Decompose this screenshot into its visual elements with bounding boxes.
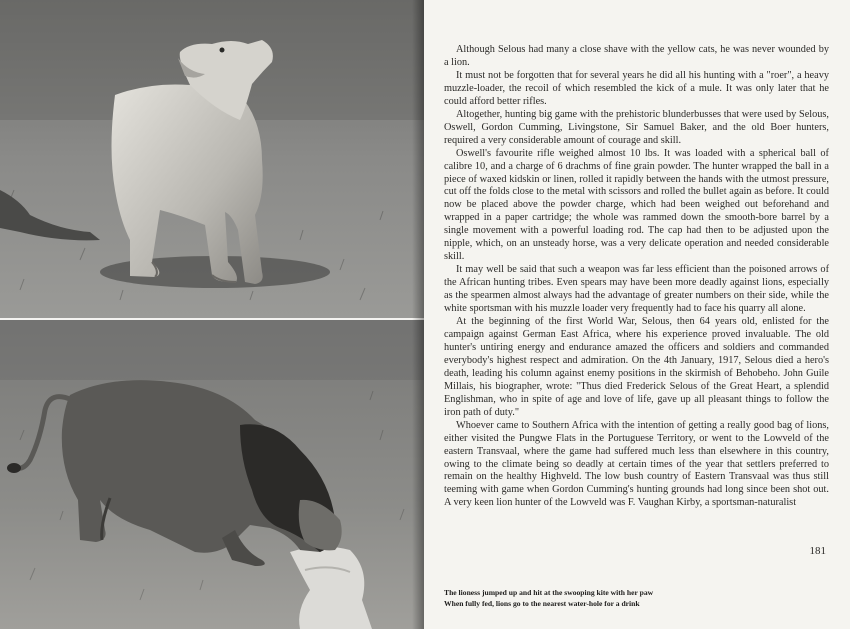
paragraph: Although Selous had many a close shave with the yellow cats, he was never wounded by a lion.	[444, 44, 829, 68]
paragraph: At the beginning of the first World War, Selous, then 64 years old, enlisted for the campaign against German East Africa, where his experience proved invaluable. The old hunter's untiring energy and endurance amazed the officers and soldiers and commanded everybody's highest respect and admiration. On the 4th January, 1917, Selous died a hero's death, leading his column against enemy positions in the skirmish of Behobeho. John Guile Millais, his biographer, wrote: "Thus died Frederick Selous of the Great Heart, a splendid Englishman, who in spite of age and love of life, gave up all pleasant things to follow the iron path of duty."	[444, 316, 829, 418]
body-text	[444, 44, 829, 510]
photo-lioness	[0, 0, 424, 318]
page-number: 181	[809, 545, 826, 557]
paragraph: Altogether, hunting big game with the prehistoric blunderbusses that were used by Selous, Oswell, Gordon Cumming, Livingstone, Sir Samuel Baker, and the old Boer hunters, required a very considerable amount of courage and skill.	[444, 108, 829, 146]
paragraph: Oswell's favourite rifle weighed almost 10 lbs. It was loaded with a spherical ball of calibre 10, and a charge of 6 drachms of fine grain powder. The hunter wrapped the ball in a piece of waxed kidskin or linen, rolled it rapidly between the hands with the utmost pressure, cut off the folds close to the metal with scissors and rolled the bullet again as before. It could now be placed above the powder charge, which had been weighed out beforehand and wrapped in a paper cartridge; the whole was rammed down the smooth-bore barrel by a single movement with a powerful loading rod. The cap had then to be adjusted upon the nipple, which, on an unsteady horse, was a very delicate operation and needed considerable skill.	[444, 147, 829, 263]
photo-captions	[444, 588, 824, 609]
paragraph: It must not be forgotten that for several years he did all his hunting with a "roer", a heavy muzzle-loader, the recoil of which resembled the kick of a mule. It was only later that he could afford better rifles.	[444, 69, 829, 107]
paragraph: Whoever came to Southern Africa with the intention of getting a really good bag of lions, either visited the Pungwe Flats in the Portuguese Territory, or went to the Lowveld of the eastern Transvaal, where the game had suffered much less than elsewhere in this country, owing to the climate being so deadly at certain times of the year that settlers preferred to remain on the healthy Highveld. The low bush country of Eastern Transvaal was thus still teeming with game when Gordon Cumming's hunting grounds had long since been shot out. A very keen lion hunter of the Lowveld was F. Vaughan Kirby, a sportsman-naturalist	[444, 419, 829, 509]
paragraph: It may well be said that such a weapon was far less efficient than the poisoned arrows of the African hunting tribes. Even spears may have been more deadly against lions, especially as the spearmen almost always had the advantage of greater numbers on their side, while the white sportsman with his muzzle loader very frequently had to face his quarry all alone.	[444, 264, 829, 315]
right-page	[424, 0, 850, 629]
caption-bottom-photo: When fully fed, lions go to the nearest water-hole for a drink	[444, 598, 640, 608]
photo-lion-drinking	[0, 320, 424, 629]
left-page	[0, 0, 424, 629]
caption-top-photo: The lioness jumped up and hit at the swooping kite with her paw	[444, 588, 654, 597]
